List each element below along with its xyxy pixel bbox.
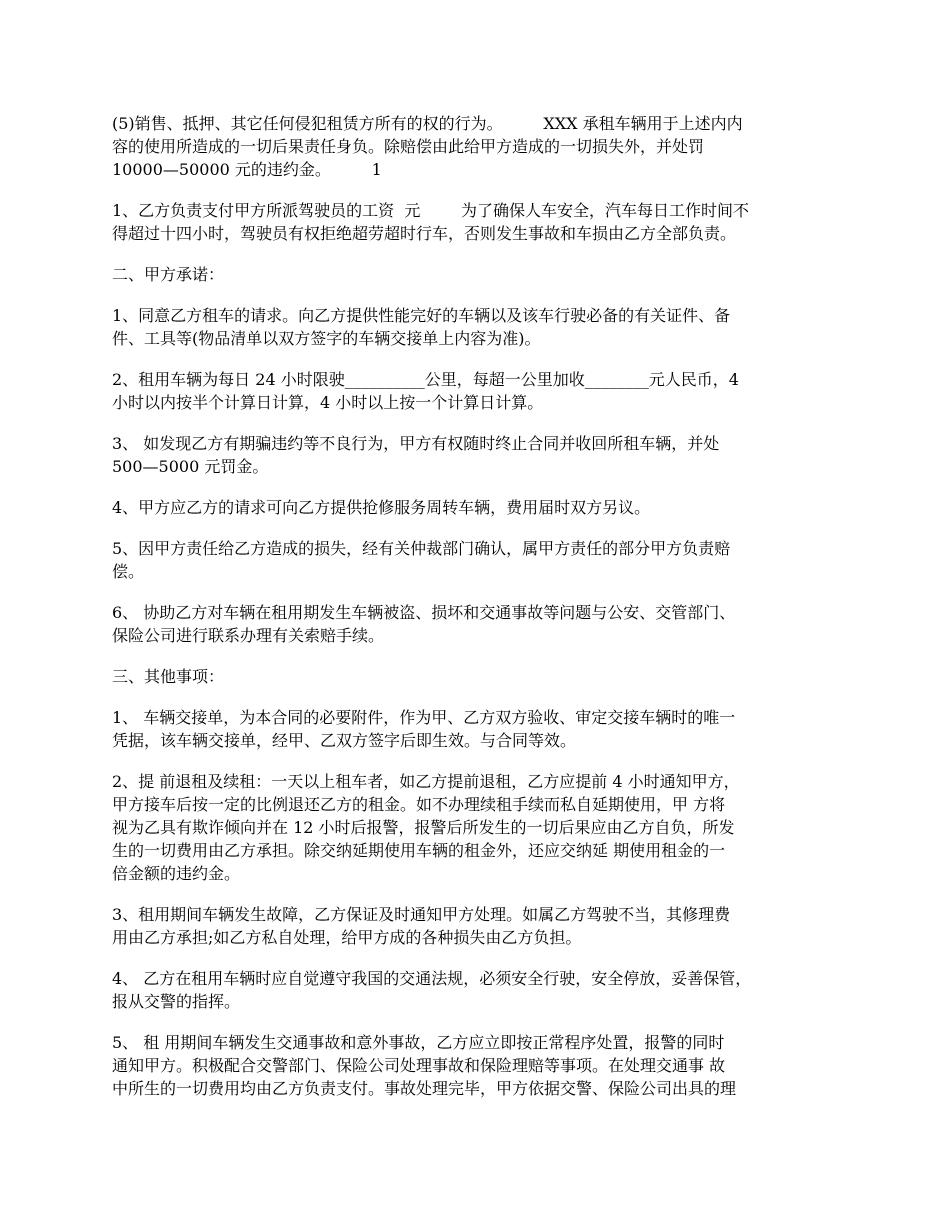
text-line: 2、提 前退租及续租：一天以上租车者，如乙方提前退租，乙方应提前 4 小时通知甲方， [112, 772, 740, 791]
text-line: (5)销售、抵押、其它任何侵犯租赁方所有的权的行为。 XXX 承租车辆用于上述内内 [112, 114, 743, 133]
text-line: 报从交警的指挥。 [112, 992, 241, 1011]
text-line: 10000—50000 元的违约金。 1 [112, 160, 382, 179]
text-line: 1、 车辆交接单，为本合同的必要附件，作为甲、乙方双方验收、审定交接车辆时的唯一 [112, 708, 736, 727]
paragraph [112, 368, 840, 414]
text-line: 1、同意乙方租车的请求。向乙方提供性能完好的车辆以及该车行驶必备的有关证件、备 [112, 306, 731, 325]
text-line: 倍金额的违约金。 [112, 864, 241, 883]
text-line: 2、租用车辆为每日 24 小时限驶__________公里，每超一公里加收________元人民币，4 [112, 370, 739, 389]
text-line: 凭据，该车辆交接单，经甲、乙双方签字后即生效。与合同等效。 [112, 731, 577, 750]
text-line: 4、甲方应乙方的请求可向乙方提供抢修服务周转车辆，费用届时双方另议。 [112, 498, 651, 517]
paragraph [112, 706, 840, 752]
paragraph [112, 112, 840, 181]
text-line: 二、甲方承诺： [112, 265, 225, 284]
paragraph [112, 263, 840, 286]
paragraph [112, 304, 840, 350]
text-line: 视为乙具有欺诈倾向并在 12 小时后报警，报警后所发生的一切后果应由乙方自负，所发 [112, 818, 735, 837]
paragraph [112, 665, 840, 688]
paragraph [112, 432, 840, 478]
paragraph [112, 537, 840, 583]
text-line: 生的一切费用由乙方承担。除交纳延期使用车辆的租金外，还应交纳延 期使用租金的一 [112, 841, 726, 860]
text-line: 保险公司进行联系办理有关索赔手续。 [112, 626, 385, 645]
text-line: 容的使用所造成的一切后果责任身负。除赔偿由此给甲方造成的一切损失外，并处罚 [112, 137, 705, 156]
text-line: 得超过十四小时，驾驶员有权拒绝超劳超时行车，否则发生事故和车损由乙方全部负责。 [112, 224, 737, 243]
text-line: 3、 如发现乙方有期骗违约等不良行为，甲方有权随时终止合同并收回所租车辆，并处 [112, 434, 720, 453]
paragraph [112, 1031, 840, 1100]
text-line: 件、工具等(物品清单以双方签字的车辆交接单上内容为准)。 [112, 329, 541, 348]
text-line: 5、 租 用期间车辆发生交通事故和意外事故，乙方应立即按正常程序处置，报警的同时 [112, 1033, 725, 1052]
paragraph [112, 601, 840, 647]
text-line: 三、其他事项： [112, 667, 225, 686]
text-line: 1、乙方负责支付甲方所派驾驶员的工资 元 为了确保人车安全，汽车每日工作时间不 [112, 201, 750, 220]
paragraph [112, 903, 840, 949]
text-line: 5、因甲方责任给乙方造成的损失，经有关仲裁部门确认，属甲方责任的部分甲方负责赔 [112, 539, 731, 558]
paragraph [112, 199, 840, 245]
text-line: 甲方接车后按一定的比例退还乙方的租金。如不办理续租手续而私自延期使用，甲 方将 [112, 795, 726, 814]
text-line: 偿。 [112, 562, 145, 581]
text-line: 中所生的一切费用均由乙方负责支付。事故处理完毕，甲方依据交警、保险公司出具的理 [112, 1079, 737, 1098]
text-line: 4、 乙方在租用车辆时应自觉遵守我国的交通法规，必须安全行驶，安全停放，妥善保管， [112, 969, 752, 988]
text-line: 用由乙方承担;如乙方私自处理，给甲方成的各种损失由乙方负担。 [112, 928, 582, 947]
text-line: 小时以内按半个计算日计算，4 小时以上按一个计算日计算。 [112, 393, 544, 412]
paragraph [112, 496, 840, 519]
text-line: 3、租用期间车辆发生故障，乙方保证及时通知甲方处理。如属乙方驾驶不当，其修理费 [112, 905, 731, 924]
text-line: 通知甲方。积极配合交警部门、保险公司处理事故和保险理赔等事项。在处理交通事 故 [112, 1056, 726, 1075]
document-page [112, 112, 840, 1118]
paragraph [112, 967, 840, 1013]
text-line: 500—5000 元罚金。 [112, 457, 269, 476]
paragraph [112, 770, 840, 885]
text-line: 6、 协助乙方对车辆在租用期发生车辆被盗、损坏和交通事故等问题与公安、交管部门、 [112, 603, 736, 622]
